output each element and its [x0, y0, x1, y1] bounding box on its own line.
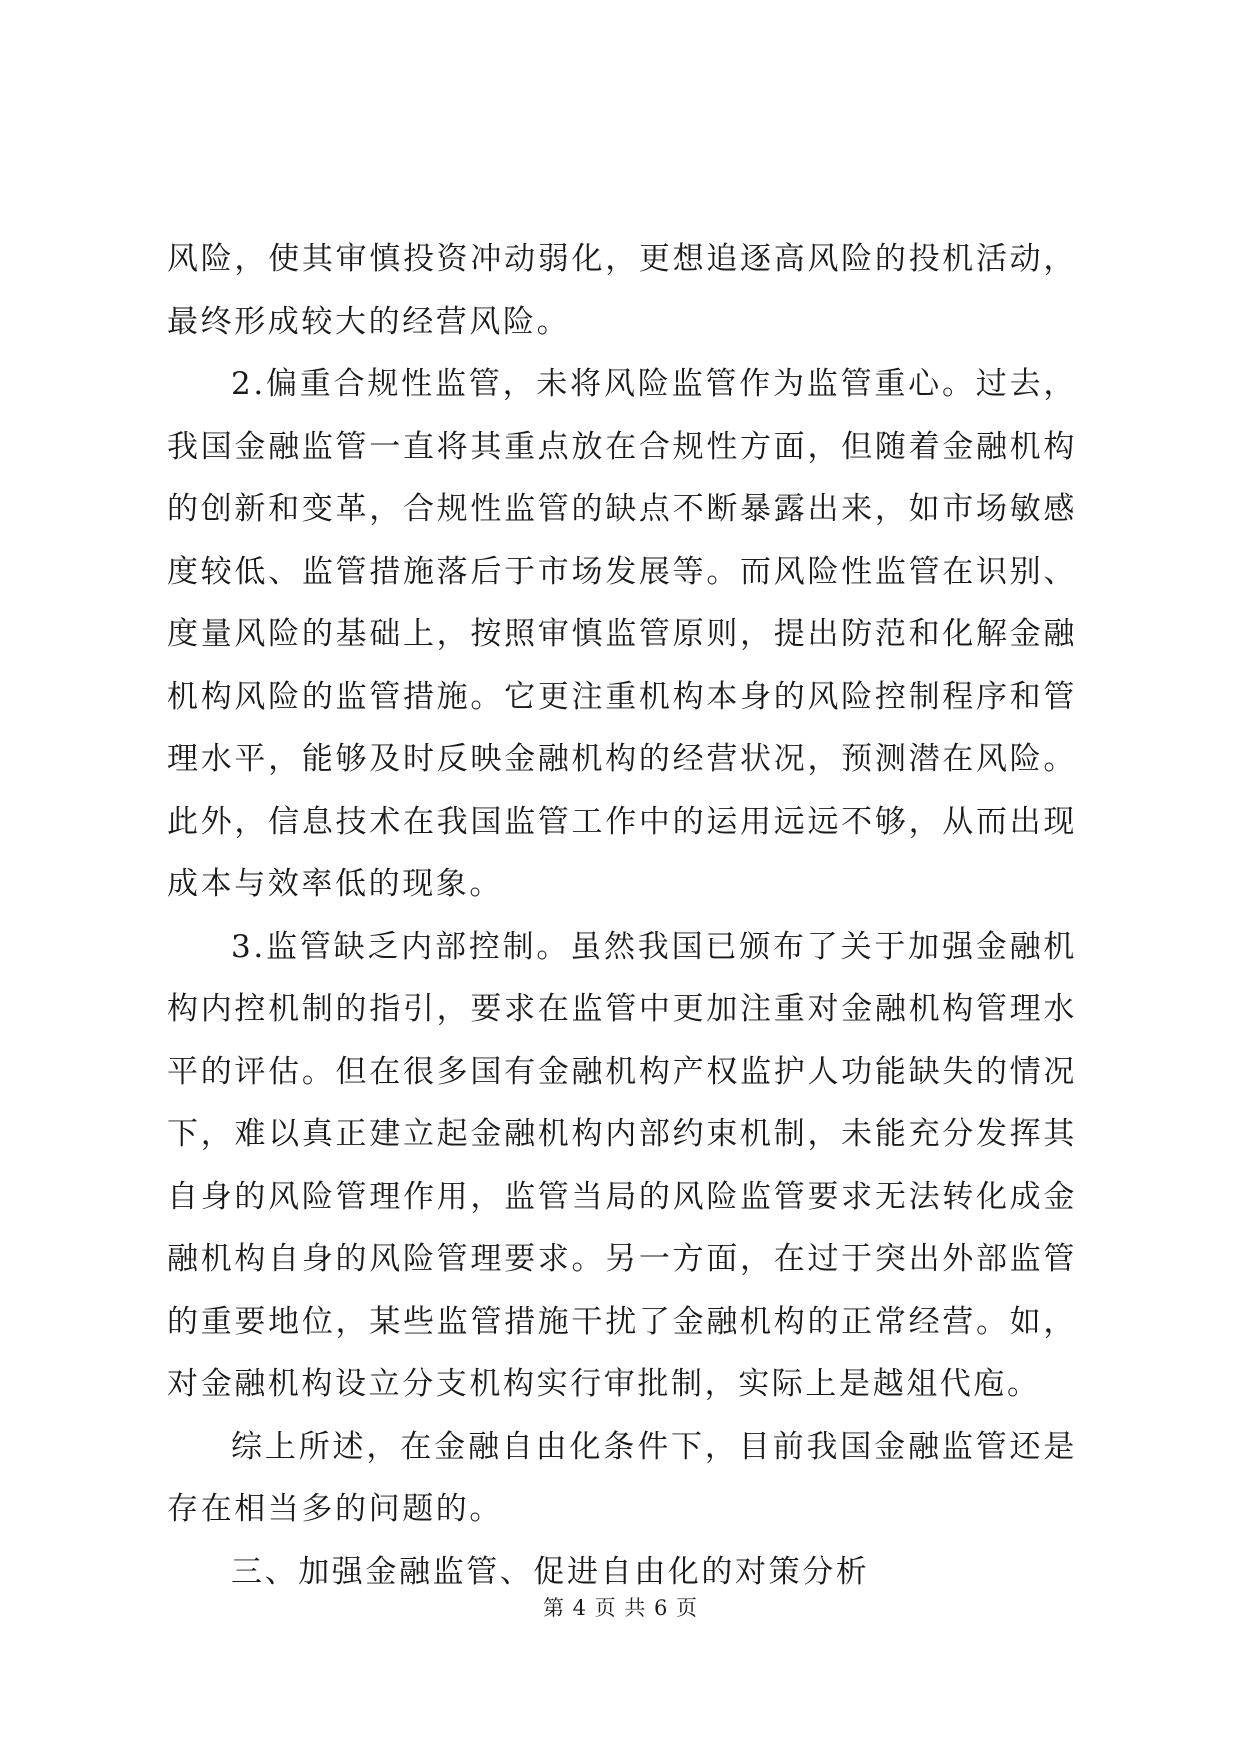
paragraph-point-3: 3.监管缺乏内部控制。虽然我国已颁布了关于加强金融机构内控机制的指引，要求在监管中更加注重对金融机构管理水平的评估。但在很多国有金融机构产权监护人功能缺失的情况下，难以真正建立起金融机构内部约束机制，未能充分发挥其自身的风险管理作用，监管当局的风险监管要求无法转化成金融机构自身的风险管理要求。另一方面，在过于突出外部监管的重要地位，某些监管措施干扰了金融机构的正常经营。如，对金融机构设立分支机构实行审批制，实际上是越俎代庖。 [167, 928, 1077, 1402]
section-heading: 三、加强金融监管、促进自由化的对策分析 [231, 1553, 870, 1590]
page-number-footer: 第 4 页 共 6 页 [542, 1596, 699, 1620]
paragraph-continuation: 风险，使其审慎投资冲动弱化，更想追逐高风险的投机活动，最终形成较大的经营风险。 [167, 241, 1077, 340]
paragraph-point-2: 2.偏重合规性监管，未将风险监管作为监管重心。过去，我国金融监管一直将其重点放在合规性方面，但随着金融机构的创新和变革，合规性监管的缺点不断暴露出来，如市场敏感度较低、监管措施落后于市场发展等。而风险性监管在识别、度量风险的基础上，按照审慎监管原则，提出防范和化解金融机构风险的监管措施。它更注重机构本身的风险控制程序和管理水平，能够及时反映金融机构的经营状况，预测潜在风险。此外，信息技术在我国监管工作中的运用远远不够，从而出现成本与效率低的现象。 [167, 366, 1077, 902]
paragraph-summary: 综上所述，在金融自由化条件下，目前我国金融监管还是存在相当多的问题的。 [167, 1428, 1077, 1527]
document-body [167, 228, 1077, 1603]
